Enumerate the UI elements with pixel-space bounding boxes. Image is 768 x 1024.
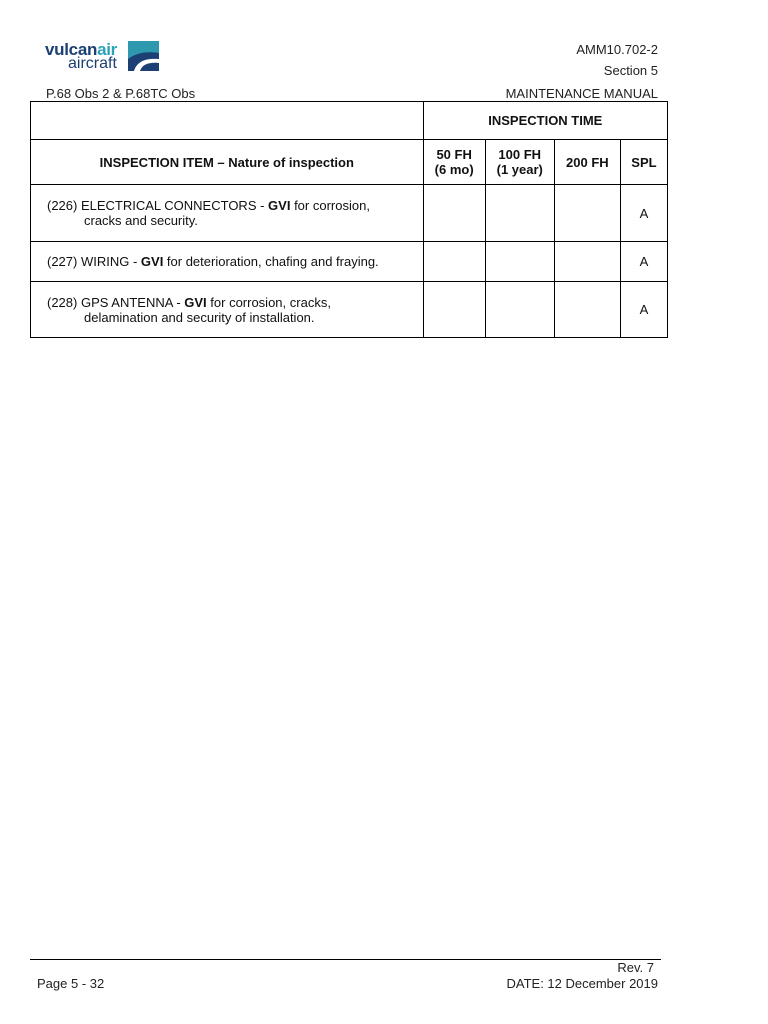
col-100fh-label: 100 FH	[498, 147, 542, 162]
table-row	[31, 282, 668, 338]
item-line	[47, 254, 417, 269]
logo-word-vulcan: vulcan	[45, 40, 98, 59]
col-200fh-header: 200 FH	[554, 140, 620, 185]
manual-title: MAINTENANCE MANUAL	[505, 86, 658, 101]
item-line-2: cracks and security.	[84, 213, 198, 228]
item-gvi: GVI	[184, 294, 207, 310]
inspection-time-header: INSPECTION TIME	[423, 102, 667, 140]
inspection-item-header: INSPECTION ITEM – Nature of inspection	[31, 140, 424, 185]
footer-divider	[30, 959, 661, 960]
cell-50fh	[423, 242, 485, 282]
item-text-cont: for corrosion,	[290, 198, 370, 213]
item-text-cont: for deterioration, chafing and fraying.	[163, 254, 379, 269]
col-100fh-sub: (1 year)	[496, 162, 543, 177]
blank-header-cell	[31, 102, 424, 140]
col-spl-header: SPL	[620, 140, 667, 185]
inspection-table	[30, 101, 668, 338]
item-text: (227) WIRING -	[47, 254, 141, 269]
cell-50fh	[423, 185, 485, 242]
item-line	[47, 198, 417, 213]
company-logo	[45, 41, 161, 73]
cell-200fh	[554, 185, 620, 242]
item-line-2: delamination and security of installation.	[84, 309, 315, 325]
item-line	[47, 295, 417, 310]
logo-wordmark-bottom: aircraft	[68, 55, 117, 72]
col-50fh-header	[423, 140, 485, 185]
cell-spl: A	[620, 242, 667, 282]
table-top-header-row	[31, 102, 668, 140]
section-label: Section 5	[603, 63, 658, 78]
logo-word-air: air	[97, 40, 117, 59]
item-text: (226) ELECTRICAL CONNECTORS -	[47, 198, 269, 213]
logo-mark-icon	[128, 41, 159, 71]
revision-date: DATE: 12 December 2019	[506, 976, 658, 991]
revision-label: Rev. 7	[617, 960, 654, 975]
aircraft-models: P.68 Obs 2 & P.68TC Obs	[46, 86, 196, 101]
item-text: (228) GPS ANTENNA -	[47, 294, 185, 310]
cell-200fh	[554, 242, 620, 282]
inspection-item-cell	[31, 242, 424, 282]
inspection-item-cell	[31, 282, 424, 338]
table-column-header-row	[31, 140, 668, 185]
doc-code: AMM10.702-2	[576, 42, 658, 57]
inspection-item-cell	[31, 185, 424, 242]
cell-spl: A	[620, 185, 667, 242]
cell-100fh	[485, 242, 554, 282]
item-gvi: GVI	[268, 198, 291, 213]
cell-100fh	[485, 185, 554, 242]
cell-50fh	[423, 282, 485, 338]
cell-spl: A	[620, 282, 667, 338]
cell-200fh	[554, 282, 620, 338]
cell-100fh	[485, 282, 554, 338]
table-row	[31, 242, 668, 282]
item-text-cont: for corrosion, cracks,	[206, 294, 331, 310]
col-50fh-sub: (6 mo)	[434, 162, 474, 177]
page-number: Page 5 - 32	[37, 976, 105, 991]
item-gvi: GVI	[140, 254, 164, 269]
table-row	[31, 185, 668, 242]
col-100fh-header	[485, 140, 554, 185]
col-50fh-label: 50 FH	[436, 147, 472, 162]
